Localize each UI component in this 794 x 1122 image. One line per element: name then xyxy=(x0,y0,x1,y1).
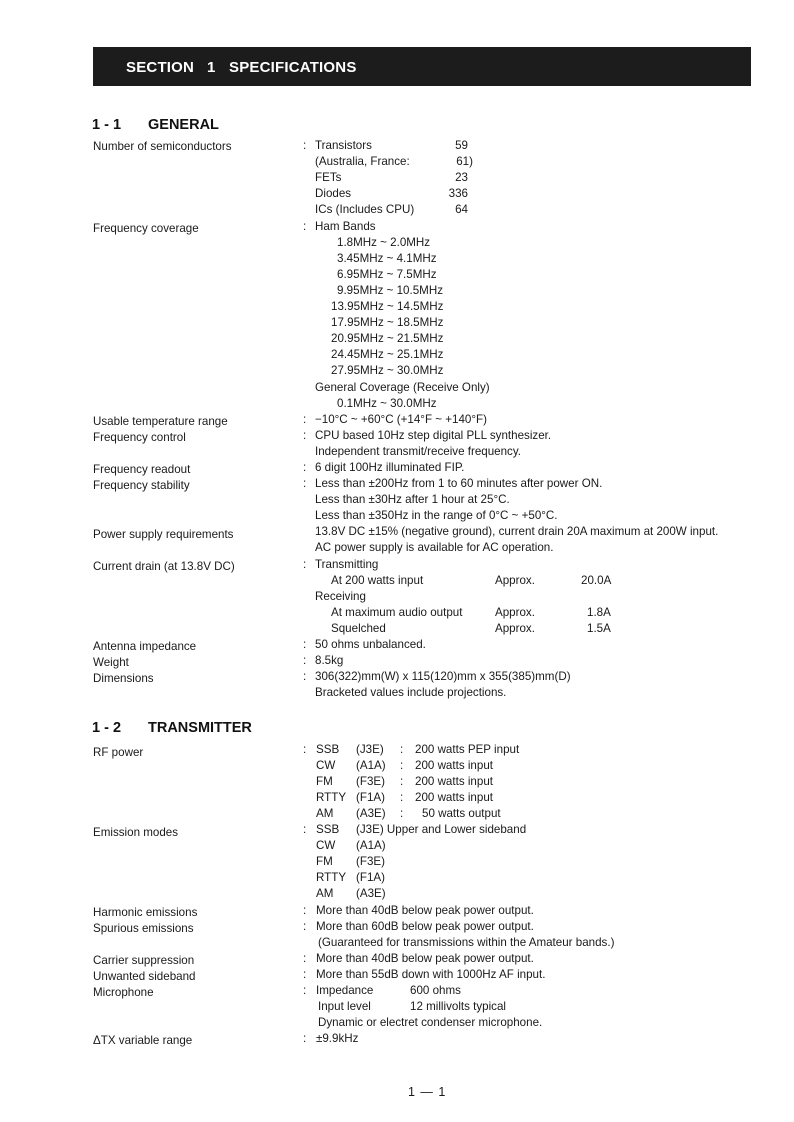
rf-mode: FM xyxy=(316,775,333,788)
spec-colon: : xyxy=(303,638,307,651)
spec-value-delta-tx: ±9.9kHz xyxy=(316,1032,359,1045)
spec-label-spurious: Spurious emissions xyxy=(93,922,194,935)
ham-band: 17.95MHz ~ 18.5MHz xyxy=(331,316,444,329)
mic-note: Dynamic or electret condenser microphone. xyxy=(318,1016,543,1029)
spec-value-line: Less than ±30Hz after 1 hour at 25°C. xyxy=(315,493,510,506)
ham-band: 24.45MHz ~ 25.1MHz xyxy=(331,348,444,361)
rf-colon: : xyxy=(400,791,404,804)
rf-value: 200 watts PEP input xyxy=(415,743,520,756)
spec-label-delta-tx: ΔTX variable range xyxy=(93,1034,193,1047)
rf-code: (A1A) xyxy=(356,759,386,772)
semi-name: ICs (Includes CPU) xyxy=(315,203,415,216)
spec-colon: : xyxy=(303,920,307,933)
rf-code: (F3E) xyxy=(356,775,385,788)
spec-label-dimensions: Dimensions xyxy=(93,672,154,685)
ham-band: 1.8MHz ~ 2.0MHz xyxy=(337,236,431,249)
semi-value: 64 xyxy=(455,203,468,216)
rf-mode: SSB xyxy=(316,743,340,756)
section-number: 1 xyxy=(207,59,216,76)
rf-colon: : xyxy=(400,775,404,788)
spec-colon: : xyxy=(303,743,307,756)
rf-mode: CW xyxy=(316,759,336,772)
rf-code: (F1A) xyxy=(356,791,385,804)
spec-colon: : xyxy=(303,461,307,474)
spec-label-current-drain: Current drain (at 13.8V DC) xyxy=(93,560,235,573)
rf-colon: : xyxy=(400,759,404,772)
spec-colon: : xyxy=(303,904,307,917)
rf-value: 50 watts output xyxy=(422,807,501,820)
drain-value: 1.8A xyxy=(587,606,611,619)
spec-label-frequency-stability: Frequency stability xyxy=(93,479,190,492)
general-heading-number: 1 - 1 xyxy=(92,117,122,133)
emission-code: (F3E) xyxy=(356,855,385,868)
rf-value: 200 watts input xyxy=(415,759,493,772)
drain-approx: Approx. xyxy=(495,606,535,619)
transmitter-heading-number: 1 - 2 xyxy=(92,720,122,736)
rf-value: 200 watts input xyxy=(415,775,493,788)
drain-condition: At 200 watts input xyxy=(331,574,424,587)
spec-label-microphone: Microphone xyxy=(93,986,154,999)
spec-colon: : xyxy=(303,1032,307,1045)
ham-band: 20.95MHz ~ 21.5MHz xyxy=(331,332,444,345)
semi-value: 59 xyxy=(455,139,468,152)
spec-value-line: 13.8V DC ±15% (negative ground), current drain 20A maximum at 200W input. xyxy=(315,525,719,538)
ham-band: 3.45MHz ~ 4.1MHz xyxy=(337,252,437,265)
mic-impedance-label: Impedance xyxy=(316,984,374,997)
spec-value-line: CPU based 10Hz step digital PLL synthesizer. xyxy=(315,429,552,442)
semi-name: Diodes xyxy=(315,187,352,200)
spec-colon: : xyxy=(303,968,307,981)
spec-value-line: Bracketed values include projections. xyxy=(315,686,507,699)
emission-mode: CW xyxy=(316,839,336,852)
spec-value-line: More than 60dB below peak power output. xyxy=(316,920,534,933)
spec-value-harmonic: More than 40dB below peak power output. xyxy=(316,904,534,917)
section-title: SPECIFICATIONS xyxy=(229,59,357,76)
emission-mode: AM xyxy=(316,887,334,900)
spec-value-line: Less than ±350Hz in the range of 0°C ~ +50°C. xyxy=(315,509,558,522)
spec-value-weight: 8.5kg xyxy=(315,654,344,667)
receiving-label: Receiving xyxy=(315,590,366,603)
spec-value-line: 306(322)mm(W) x 115(120)mm x 355(385)mm(D) xyxy=(315,670,571,683)
spec-colon: : xyxy=(303,984,307,997)
spec-value-line: Independent transmit/receive frequency. xyxy=(315,445,522,458)
spec-colon: : xyxy=(303,654,307,667)
semi-value: 336 xyxy=(448,187,468,200)
spec-label-rf-power: RF power xyxy=(93,746,144,759)
spec-value-temperature: −10°C ~ +60°C (+14°F ~ +140°F) xyxy=(315,413,487,426)
mic-level-value: 12 millivolts typical xyxy=(410,1000,506,1013)
general-heading-title: GENERAL xyxy=(148,117,219,133)
semi-value: 61) xyxy=(456,155,473,168)
spec-value-sideband: More than 55dB down with 1000Hz AF input. xyxy=(316,968,546,981)
rf-colon: : xyxy=(400,807,404,820)
drain-value: 1.5A xyxy=(587,622,611,635)
ham-band: 13.95MHz ~ 14.5MHz xyxy=(331,300,444,313)
drain-condition: Squelched xyxy=(331,622,386,635)
ham-bands-label: Ham Bands xyxy=(315,220,376,233)
semi-name: FETs xyxy=(315,171,342,184)
section-word: SECTION xyxy=(126,59,195,76)
rf-colon: : xyxy=(400,743,404,756)
spec-value-line: (Guaranteed for transmissions within the Amateur bands.) xyxy=(318,936,615,949)
rf-value: 200 watts input xyxy=(415,791,493,804)
semi-value: 23 xyxy=(455,171,468,184)
transmitter-heading-title: TRANSMITTER xyxy=(148,720,252,736)
emission-mode: SSB xyxy=(316,823,340,836)
drain-approx: Approx. xyxy=(495,622,535,635)
spec-label-emission-modes: Emission modes xyxy=(93,826,179,839)
spec-label-harmonic: Harmonic emissions xyxy=(93,906,198,919)
spec-value-line: Less than ±200Hz from 1 to 60 minutes after power ON. xyxy=(315,477,603,490)
spec-value-line: AC power supply is available for AC operation. xyxy=(315,541,554,554)
rf-mode: AM xyxy=(316,807,334,820)
emission-code: (F1A) xyxy=(356,871,385,884)
emission-code: (A1A) xyxy=(356,839,386,852)
mic-level-label: Input level xyxy=(318,1000,371,1013)
emission-mode: RTTY xyxy=(316,871,347,884)
spec-colon: : xyxy=(303,670,307,683)
drain-approx: Approx. xyxy=(495,574,535,587)
spec-label-sideband: Unwanted sideband xyxy=(93,970,196,983)
emission-code: (A3E) xyxy=(356,887,386,900)
general-coverage-label: General Coverage (Receive Only) xyxy=(315,381,490,394)
spec-label-weight: Weight xyxy=(93,656,129,669)
spec-value-carrier: More than 40dB below peak power output. xyxy=(316,952,534,965)
spec-label-temperature: Usable temperature range xyxy=(93,415,228,428)
spec-label-frequency-coverage: Frequency coverage xyxy=(93,222,199,235)
general-coverage-range: 0.1MHz ~ 30.0MHz xyxy=(337,397,437,410)
page-number: 1 — 1 xyxy=(408,1085,447,1099)
spec-colon: : xyxy=(303,220,307,233)
drain-value: 20.0A xyxy=(581,574,612,587)
spec-colon: : xyxy=(303,139,307,152)
emission-code: (J3E) Upper and Lower sideband xyxy=(356,823,527,836)
spec-label-power-supply: Power supply requirements xyxy=(93,528,234,541)
semi-name: (Australia, France: xyxy=(315,155,410,168)
spec-colon: : xyxy=(303,823,307,836)
spec-value-frequency-readout: 6 digit 100Hz illuminated FIP. xyxy=(315,461,465,474)
mic-impedance-value: 600 ohms xyxy=(410,984,461,997)
spec-colon: : xyxy=(303,952,307,965)
spec-colon: : xyxy=(303,558,307,571)
spec-label-antenna: Antenna impedance xyxy=(93,640,197,653)
spec-label-frequency-readout: Frequency readout xyxy=(93,463,191,476)
ham-band: 27.95MHz ~ 30.0MHz xyxy=(331,364,444,377)
transmitting-label: Transmitting xyxy=(315,558,379,571)
ham-band: 6.95MHz ~ 7.5MHz xyxy=(337,268,437,281)
spec-colon: : xyxy=(303,429,307,442)
spec-label-carrier: Carrier suppression xyxy=(93,954,195,967)
spec-colon: : xyxy=(303,413,307,426)
drain-condition: At maximum audio output xyxy=(331,606,463,619)
ham-band: 9.95MHz ~ 10.5MHz xyxy=(337,284,443,297)
semi-name: Transistors xyxy=(315,139,372,152)
rf-code: (A3E) xyxy=(356,807,386,820)
spec-colon: : xyxy=(303,477,307,490)
section-banner xyxy=(93,47,751,86)
emission-mode: FM xyxy=(316,855,333,868)
spec-value-antenna: 50 ohms unbalanced. xyxy=(315,638,426,651)
spec-label-semiconductors: Number of semiconductors xyxy=(93,140,232,153)
spec-label-frequency-control: Frequency control xyxy=(93,431,186,444)
rf-mode: RTTY xyxy=(316,791,347,804)
rf-code: (J3E) xyxy=(356,743,384,756)
